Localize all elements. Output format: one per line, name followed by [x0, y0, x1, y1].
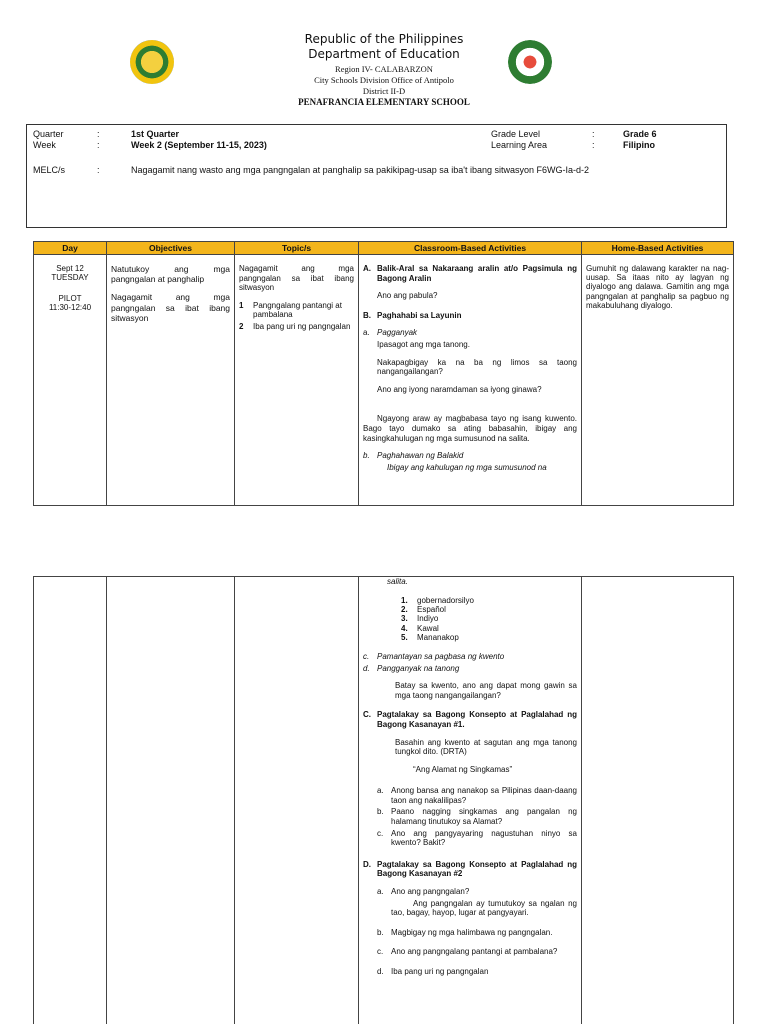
header-objectives: Objectives	[107, 242, 235, 255]
sub-letter: a.	[363, 328, 370, 338]
home-cell	[582, 255, 734, 506]
review-question: Ano ang pabula?	[377, 291, 438, 301]
question-text: Iba pang uri ng pangngalan	[391, 967, 489, 976]
day-date: Sept 12	[56, 264, 84, 273]
item-number: 3.	[401, 614, 408, 624]
instruction: Basahin ang kwento at sagutan ang mga tanong tungkol dito. (DRTA)	[395, 737, 577, 757]
colon: :	[97, 129, 100, 139]
topics-cell	[235, 255, 359, 506]
topic-number: 1	[239, 300, 244, 310]
header-district: District II-D	[362, 86, 406, 96]
sub-title: Pangganyak na tanong	[377, 663, 460, 673]
week-label: Week	[33, 140, 56, 150]
list-item	[401, 624, 577, 633]
sub-item-c	[363, 652, 577, 662]
topic-text: Pangngalang pantangi at pambalana	[253, 300, 342, 320]
day-cell	[34, 255, 107, 506]
header-day: Day	[34, 242, 107, 255]
list-item	[401, 633, 577, 642]
section-c	[363, 710, 577, 729]
table-row	[34, 577, 734, 1024]
question: Ano ang iyong naramdaman sa iyong ginawa?	[377, 384, 542, 394]
colon: :	[97, 140, 100, 150]
sub-letter: b.	[363, 451, 370, 461]
story-title: “Ang Alamat ng Singkamas”	[413, 764, 513, 774]
objectives-cell	[107, 577, 235, 1024]
section-title: Paghahabi sa Layunin	[377, 310, 462, 320]
item-word: Español	[417, 605, 446, 615]
week-value: Week 2 (September 11-15, 2023)	[131, 140, 267, 150]
grade-value: Grade 6	[623, 129, 657, 139]
question-text: Anong bansa ang nanakop sa Pilipinas daan-daang taon ang nakalilipas?	[391, 786, 577, 805]
topic-intro: Nagagamit ang mga pangngalan sa ibat ibang sitwasyon	[239, 264, 354, 293]
concept-answer: Ang pangngalan ay tumutukoy sa ngalan ng tao, bagay, hayop, lugar at pangyayari.	[391, 898, 577, 918]
question-text: Ano ang pangyayaring nagustuhan ninyo sa kwento? Bakit?	[391, 828, 577, 848]
day-cell	[34, 577, 107, 1024]
section-letter: D.	[363, 859, 371, 869]
topic-text: Iba pang uri ng pangngalan	[253, 321, 351, 331]
section-a	[363, 264, 577, 283]
objective-1: Natutukoy ang mga pangngalan at panghalip	[111, 264, 230, 285]
sub-letter: d.	[363, 663, 370, 673]
objective-2: Nagagamit ang mga pangngalan sa ibat ibang sitwasyon	[111, 292, 230, 323]
table-row	[34, 255, 734, 506]
discussion-question	[363, 807, 577, 826]
discussion-question	[363, 829, 577, 848]
motivation-question: Batay sa kwento, ano ang dapat mong gawin sa mga taong nangangailangan?	[395, 681, 577, 700]
header-division: City Schools Division Office of Antipolo	[314, 75, 454, 85]
header-department: Department of Education	[308, 47, 460, 61]
question-text: Paano nagging singkamas ang pangalan ng halamang tinutukoy sa Alamat?	[391, 807, 577, 827]
item-word: Indiyo	[417, 614, 439, 624]
document-header	[0, 30, 768, 110]
list-item	[401, 614, 577, 623]
sub-title: Pamantayan sa pagbasa ng kwento	[377, 651, 505, 661]
item-word: Mananakop	[417, 632, 459, 642]
quarter-label: Quarter	[33, 129, 64, 139]
sub-letter: c.	[363, 651, 370, 661]
topics-cell	[235, 577, 359, 1024]
quarter-value: 1st Quarter	[131, 129, 180, 139]
section-letter: A.	[363, 264, 371, 273]
colon: :	[592, 129, 595, 139]
list-item	[401, 596, 577, 605]
sub-item-a	[363, 328, 577, 338]
discussion-question	[363, 786, 577, 805]
lesson-table-page1	[33, 241, 734, 506]
melc-label: MELC/s	[33, 165, 66, 175]
question-letter: a.	[377, 786, 384, 796]
objectives-cell	[107, 255, 235, 506]
question-letter: c.	[377, 828, 384, 838]
home-activity: Gumuhit ng dalawang karakter na nag-uusap. Sa itaas nito ay lagyan ng diyalogo ang dalawa. Gamitin ang mga pangngalan at panghalip sa pagbuo ng makabuluhang diyalogo.	[586, 264, 729, 310]
reading-intro: Ngayong araw ay magbabasa tayo ng isang kuwento. Bago tayo dumako sa ating babasahin, ibigay ang kasingkahulugan ng mga sumusunod na salita.	[363, 414, 577, 443]
concept-question	[363, 928, 577, 938]
question-letter: c.	[377, 947, 384, 957]
day-time: 11:30-12:40	[48, 303, 92, 312]
list-item	[401, 605, 577, 614]
classroom-cell	[359, 255, 582, 506]
area-label: Learning Area	[491, 140, 548, 150]
section-title: Pagtalakay sa Bagong Konsepto at Paglalahad ng Bagong Kasanayan #1.	[377, 710, 577, 729]
colon: :	[592, 140, 595, 150]
colon: :	[97, 165, 100, 175]
header-republic: Republic of the Philippines	[304, 32, 464, 46]
question: Nakapagbigay ka na ba ng limos sa taong nangangailangan?	[377, 357, 577, 377]
header-home: Home-Based Activities	[582, 242, 734, 255]
item-number: 2.	[401, 605, 408, 615]
topic-item	[239, 322, 354, 332]
section-title: Balik-Aral sa Nakaraang aralin at/o Pagsimula ng Bagong Aralin	[377, 264, 577, 283]
sub-item-d	[363, 664, 577, 674]
lesson-table-page2	[33, 576, 734, 1024]
concept-question	[363, 887, 577, 897]
classroom-cell	[359, 577, 582, 1024]
item-number: 1.	[401, 596, 408, 605]
melc-value: Nagagamit nang wasto ang mga pangngalan at panghalip sa pakikipag-usap sa iba't ibang sitwasyon F6WG-Ia-d-2	[131, 165, 589, 175]
concept-question	[363, 967, 577, 977]
section-letter: B.	[363, 310, 371, 320]
day-class: PILOT	[58, 294, 82, 303]
header-classroom: Classroom-Based Activities	[359, 242, 582, 255]
lesson-info-box	[26, 124, 727, 228]
continued-text: salita.	[387, 577, 408, 586]
home-cell	[582, 577, 734, 1024]
sub-item-b	[363, 451, 577, 461]
section-letter: C.	[363, 710, 371, 720]
header-topics: Topic/s	[235, 242, 359, 255]
day-name: TUESDAY	[51, 273, 89, 282]
header-region: Region IV- CALABARZON	[335, 64, 433, 74]
instruction: Ipasagot ang mga tanong.	[377, 339, 470, 349]
grade-label: Grade Level	[491, 129, 541, 139]
question-text: Magbigay ng mga halimbawa ng pangngalan.	[391, 927, 553, 937]
question-letter: b.	[377, 807, 384, 817]
item-word: gobernadorsilyo	[417, 596, 474, 605]
item-word: Kawal	[417, 623, 439, 633]
item-number: 4.	[401, 623, 408, 633]
sub-title: Paghahawan ng Balakid	[377, 451, 464, 461]
section-title: Pagtalakay sa Bagong Konsepto at Paglalahad ng Bagong Kasanayan #2	[377, 859, 577, 879]
question-letter: b.	[377, 927, 384, 937]
question-text: Ano ang pangngalan?	[391, 887, 470, 897]
topic-item	[239, 301, 354, 320]
section-d	[363, 860, 577, 879]
section-b	[363, 311, 577, 321]
instruction: Ibigay ang kahulugan ng mga sumusunod na	[387, 462, 547, 472]
question-text: Ano ang pangngalang pantangi at pambalana?	[391, 947, 558, 957]
question-letter: a.	[377, 887, 384, 897]
sub-title: Pagganyak	[377, 328, 418, 338]
table-header-row	[34, 242, 734, 255]
area-value: Filipino	[623, 140, 655, 150]
topic-number: 2	[239, 321, 244, 331]
concept-question	[363, 947, 577, 957]
vocabulary-list	[363, 596, 577, 642]
item-number: 5.	[401, 632, 408, 642]
header-school: PENAFRANCIA ELEMENTARY SCHOOL	[298, 97, 470, 107]
question-letter: d.	[377, 967, 384, 976]
